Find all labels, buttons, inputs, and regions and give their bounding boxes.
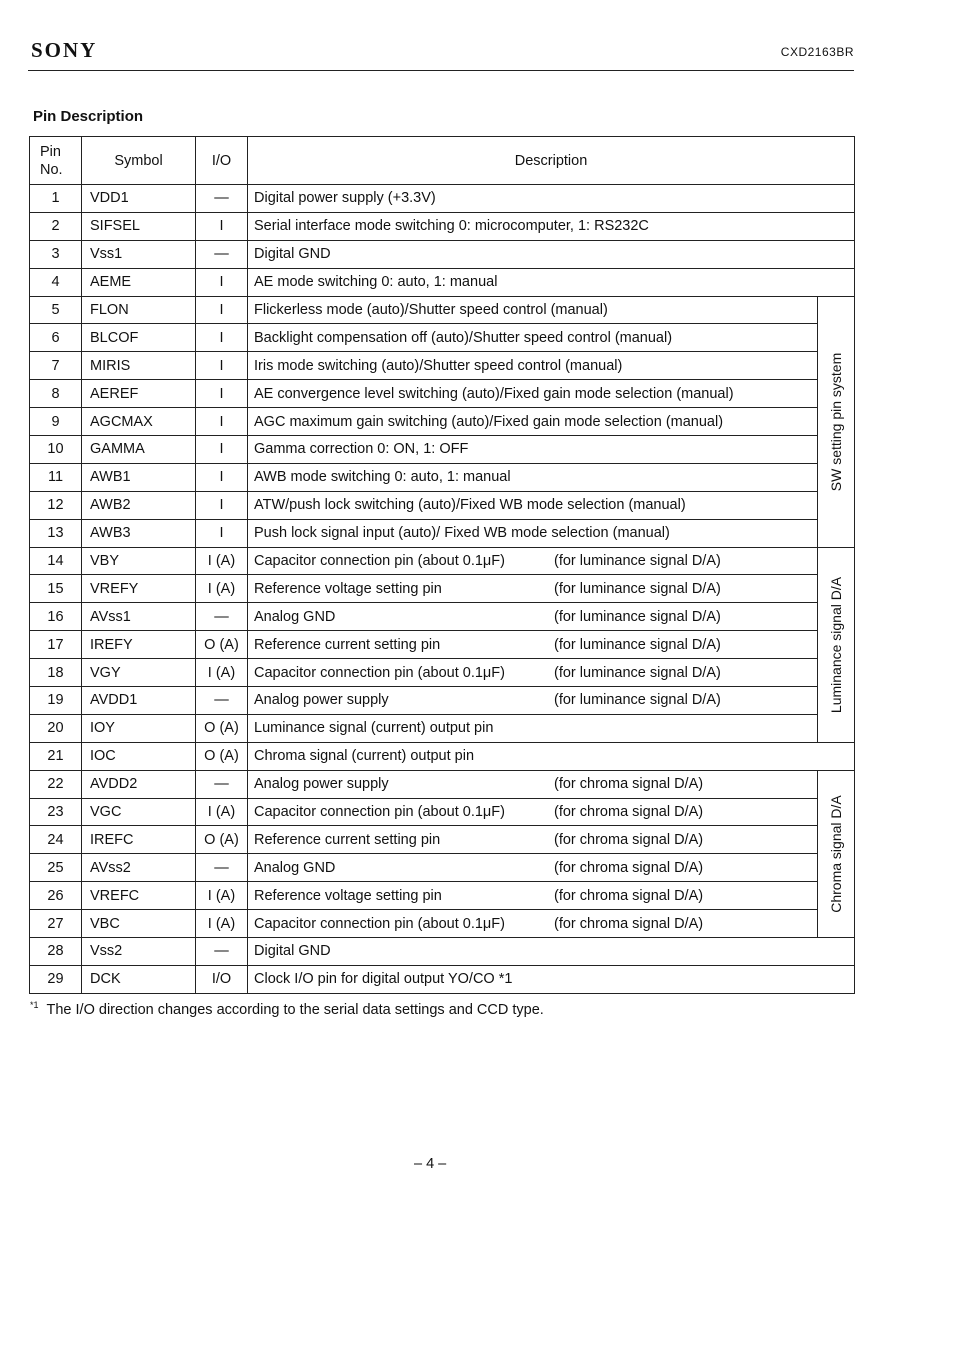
table-row xyxy=(30,714,855,742)
description-text: Gamma correction 0: ON, 1: OFF xyxy=(254,441,469,458)
description-text: Analog power supply xyxy=(254,692,389,709)
pin-description xyxy=(248,798,818,826)
description-text: Backlight compensation off (auto)/Shutter speed control (manual) xyxy=(254,329,673,346)
pin-description xyxy=(248,324,818,352)
description-note: (for luminance signal D/A) xyxy=(554,636,721,653)
header-pin-no xyxy=(30,137,82,185)
table-row xyxy=(30,603,855,631)
pin-number: 27 xyxy=(30,910,82,938)
pin-description xyxy=(248,603,818,631)
table-row xyxy=(30,352,855,380)
group-chroma xyxy=(818,770,855,937)
description-text: Reference current setting pin xyxy=(254,831,441,848)
pin-number: 20 xyxy=(30,714,82,742)
pin-symbol: VGY xyxy=(82,659,196,687)
pin-io: I xyxy=(196,212,248,240)
pin-number: 3 xyxy=(30,240,82,268)
description-note: (for luminance signal D/A) xyxy=(554,580,721,597)
table-row xyxy=(30,463,855,491)
table-row xyxy=(30,436,855,464)
pin-symbol: IOC xyxy=(82,742,196,770)
pin-io: — xyxy=(196,938,248,966)
pin-description xyxy=(248,380,818,408)
table-row xyxy=(30,826,855,854)
pin-number: 11 xyxy=(30,463,82,491)
pin-symbol: AEREF xyxy=(82,380,196,408)
table-row xyxy=(30,631,855,659)
table-header-row xyxy=(30,137,855,185)
pin-number: 7 xyxy=(30,352,82,380)
pin-number: 21 xyxy=(30,742,82,770)
pin-description xyxy=(248,659,818,687)
description-text: Reference voltage setting pin xyxy=(254,887,442,904)
pin-io: I xyxy=(196,436,248,464)
description-text: Luminance signal (current) output pin xyxy=(254,720,494,737)
pin-io: — xyxy=(196,854,248,882)
description-text: AE mode switching 0: auto, 1: manual xyxy=(254,274,498,291)
table-row xyxy=(30,687,855,715)
pin-description xyxy=(248,854,818,882)
group-label-sw: SW setting pin system xyxy=(828,352,844,491)
pin-io: — xyxy=(196,687,248,715)
table-row xyxy=(30,965,855,993)
header-description: Description xyxy=(248,137,855,185)
pin-description xyxy=(248,240,855,268)
section-title: Pin Description xyxy=(33,108,144,125)
table-row xyxy=(30,575,855,603)
table-row xyxy=(30,212,855,240)
pin-description xyxy=(248,268,855,296)
table-row xyxy=(30,519,855,547)
table-row xyxy=(30,491,855,519)
table-row xyxy=(30,240,855,268)
description-text: Clock I/O pin for digital output YO/CO *1 xyxy=(254,971,513,988)
pin-symbol: Vss2 xyxy=(82,938,196,966)
pin-io: I (A) xyxy=(196,882,248,910)
pin-symbol: AGCMAX xyxy=(82,408,196,436)
table-row xyxy=(30,185,855,213)
pin-number: 9 xyxy=(30,408,82,436)
description-text: Analog GND xyxy=(254,608,336,625)
pin-description xyxy=(248,352,818,380)
pin-io: O (A) xyxy=(196,631,248,659)
pin-description xyxy=(248,687,818,715)
description-text: Flickerless mode (auto)/Shutter speed control (manual) xyxy=(254,302,608,318)
header-pin-line2: No. xyxy=(40,161,63,178)
footnote xyxy=(30,1000,544,1018)
table-row xyxy=(30,268,855,296)
pin-number: 17 xyxy=(30,631,82,659)
pin-symbol: BLCOF xyxy=(82,324,196,352)
pin-description xyxy=(248,185,855,213)
pin-description xyxy=(248,296,818,324)
pin-description xyxy=(248,910,818,938)
pin-symbol: AVss1 xyxy=(82,603,196,631)
description-note: (for chroma signal D/A) xyxy=(554,887,704,904)
description-text: Reference current setting pin xyxy=(254,636,441,653)
pin-io: I xyxy=(196,408,248,436)
pin-io: O (A) xyxy=(196,714,248,742)
part-number: CXD2163BR xyxy=(780,45,854,59)
page-number: – 4 – xyxy=(414,1156,447,1172)
description-note: (for chroma signal D/A) xyxy=(554,776,704,793)
pin-description xyxy=(248,575,818,603)
pin-number: 14 xyxy=(30,547,82,575)
pin-number: 26 xyxy=(30,882,82,910)
pin-number: 22 xyxy=(30,770,82,798)
table-row xyxy=(30,770,855,798)
header-symbol: Symbol xyxy=(82,137,196,185)
pin-description xyxy=(248,882,818,910)
description-text: Push lock signal input (auto)/ Fixed WB mode selection (manual) xyxy=(254,525,670,542)
pin-symbol: SIFSEL xyxy=(82,212,196,240)
description-text: Analog power supply xyxy=(254,776,389,793)
description-note: (for chroma signal D/A) xyxy=(554,831,704,848)
description-note: (for luminance signal D/A) xyxy=(554,692,721,709)
description-note: (for chroma signal D/A) xyxy=(554,915,704,932)
pin-description xyxy=(248,212,855,240)
pin-symbol: AVss2 xyxy=(82,854,196,882)
pin-io: I xyxy=(196,296,248,324)
pin-io: O (A) xyxy=(196,742,248,770)
pin-description xyxy=(248,742,855,770)
pin-number: 15 xyxy=(30,575,82,603)
group-label-chroma: Chroma signal D/A xyxy=(828,795,844,913)
description-note: (for luminance signal D/A) xyxy=(554,553,721,570)
pin-number: 24 xyxy=(30,826,82,854)
pin-number: 18 xyxy=(30,659,82,687)
pin-io: O (A) xyxy=(196,826,248,854)
description-text: AE convergence level switching (auto)/Fixed gain mode selection (manual) xyxy=(254,385,734,402)
group-label-lum: Luminance signal D/A xyxy=(828,576,844,713)
description-text: Serial interface mode switching 0: microcomputer, 1: RS232C xyxy=(254,218,649,235)
table-row xyxy=(30,296,855,324)
pin-number: 1 xyxy=(30,185,82,213)
pin-number: 10 xyxy=(30,436,82,464)
pin-symbol: VREFY xyxy=(82,575,196,603)
description-text: Iris mode switching (auto)/Shutter speed control (manual) xyxy=(254,357,623,374)
pin-symbol: IREFY xyxy=(82,631,196,659)
pin-description xyxy=(248,714,818,742)
pin-symbol: GAMMA xyxy=(82,436,196,464)
description-text: Digital power supply (+3.3V) xyxy=(254,190,436,207)
table-row xyxy=(30,910,855,938)
pin-symbol: AWB3 xyxy=(82,519,196,547)
pin-symbol: AEME xyxy=(82,268,196,296)
pin-symbol: AVDD2 xyxy=(82,770,196,798)
header-divider xyxy=(28,70,854,71)
pin-symbol: VDD1 xyxy=(82,185,196,213)
table-row xyxy=(30,380,855,408)
description-note: (for chroma signal D/A) xyxy=(554,859,704,876)
header-io: I/O xyxy=(196,137,248,185)
pin-description xyxy=(248,519,818,547)
description-text: Reference voltage setting pin xyxy=(254,580,442,597)
pin-io: I (A) xyxy=(196,910,248,938)
pin-io: I xyxy=(196,268,248,296)
pin-description xyxy=(248,631,818,659)
pin-symbol: AWB1 xyxy=(82,463,196,491)
description-text: Capacitor connection pin (about 0.1μF) xyxy=(254,553,505,570)
table-row xyxy=(30,798,855,826)
group-sw xyxy=(818,296,855,547)
pin-number: 5 xyxy=(30,296,82,324)
pin-symbol: DCK xyxy=(82,965,196,993)
table-body xyxy=(30,185,855,994)
pin-symbol: MIRIS xyxy=(82,352,196,380)
pin-symbol: AVDD1 xyxy=(82,687,196,715)
pin-io: I xyxy=(196,463,248,491)
pin-io: I (A) xyxy=(196,798,248,826)
pin-number: 13 xyxy=(30,519,82,547)
pin-io: I/O xyxy=(196,965,248,993)
pin-io: — xyxy=(196,603,248,631)
pin-description-table xyxy=(29,136,855,994)
description-text: AWB mode switching 0: auto, 1: manual xyxy=(254,469,511,486)
pin-description xyxy=(248,436,818,464)
table-row xyxy=(30,659,855,687)
pin-io: I xyxy=(196,491,248,519)
pin-symbol: VREFC xyxy=(82,882,196,910)
description-text: Chroma signal (current) output pin xyxy=(254,748,475,765)
description-text: Capacitor connection pin (about 0.1μF) xyxy=(254,804,505,821)
table-row xyxy=(30,882,855,910)
table-row xyxy=(30,938,855,966)
description-text: ATW/push lock switching (auto)/Fixed WB mode selection (manual) xyxy=(254,497,686,514)
table-row xyxy=(30,547,855,575)
pin-io: — xyxy=(196,240,248,268)
pin-symbol: IOY xyxy=(82,714,196,742)
pin-description xyxy=(248,408,818,436)
pin-io: I xyxy=(196,380,248,408)
footnote-text: The I/O direction changes according to the serial data settings and CCD type. xyxy=(46,1001,544,1018)
description-text: Digital GND xyxy=(254,943,331,960)
group-lum xyxy=(818,547,855,742)
pin-io: I (A) xyxy=(196,575,248,603)
pin-io: I xyxy=(196,352,248,380)
description-text: Analog GND xyxy=(254,859,336,876)
description-text: Capacitor connection pin (about 0.1μF) xyxy=(254,915,505,932)
pin-number: 23 xyxy=(30,798,82,826)
pin-number: 4 xyxy=(30,268,82,296)
footnote-mark: *1 xyxy=(30,1000,39,1010)
pin-description xyxy=(248,938,855,966)
pin-number: 19 xyxy=(30,687,82,715)
pin-symbol: AWB2 xyxy=(82,491,196,519)
description-text: Capacitor connection pin (about 0.1μF) xyxy=(254,664,505,681)
pin-io: I (A) xyxy=(196,659,248,687)
header-pin-line1: Pin xyxy=(40,143,61,160)
pin-symbol: IREFC xyxy=(82,826,196,854)
pin-io: — xyxy=(196,770,248,798)
pin-number: 25 xyxy=(30,854,82,882)
table-row xyxy=(30,408,855,436)
description-text: Digital GND xyxy=(254,246,331,263)
description-text: AGC maximum gain switching (auto)/Fixed gain mode selection (manual) xyxy=(254,413,724,430)
pin-description xyxy=(248,770,818,798)
description-note: (for luminance signal D/A) xyxy=(554,608,721,625)
pin-symbol: FLON xyxy=(82,296,196,324)
pin-number: 8 xyxy=(30,380,82,408)
pin-io: I xyxy=(196,519,248,547)
pin-description xyxy=(248,826,818,854)
sony-logo: SONY xyxy=(31,38,98,62)
pin-symbol: VBC xyxy=(82,910,196,938)
pin-symbol: VBY xyxy=(82,547,196,575)
pin-io: I xyxy=(196,324,248,352)
pin-number: 29 xyxy=(30,965,82,993)
pin-description xyxy=(248,965,855,993)
pin-number: 12 xyxy=(30,491,82,519)
pin-io: I (A) xyxy=(196,547,248,575)
pin-number: 6 xyxy=(30,324,82,352)
description-note: (for luminance signal D/A) xyxy=(554,664,721,681)
pin-symbol: Vss1 xyxy=(82,240,196,268)
pin-description xyxy=(248,491,818,519)
pin-io: — xyxy=(196,185,248,213)
table-row xyxy=(30,324,855,352)
pin-description xyxy=(248,547,818,575)
pin-number: 16 xyxy=(30,603,82,631)
pin-symbol: VGC xyxy=(82,798,196,826)
table-row xyxy=(30,854,855,882)
pin-number: 28 xyxy=(30,938,82,966)
description-note: (for chroma signal D/A) xyxy=(554,804,704,821)
table-row xyxy=(30,742,855,770)
pin-description xyxy=(248,463,818,491)
pin-number: 2 xyxy=(30,212,82,240)
